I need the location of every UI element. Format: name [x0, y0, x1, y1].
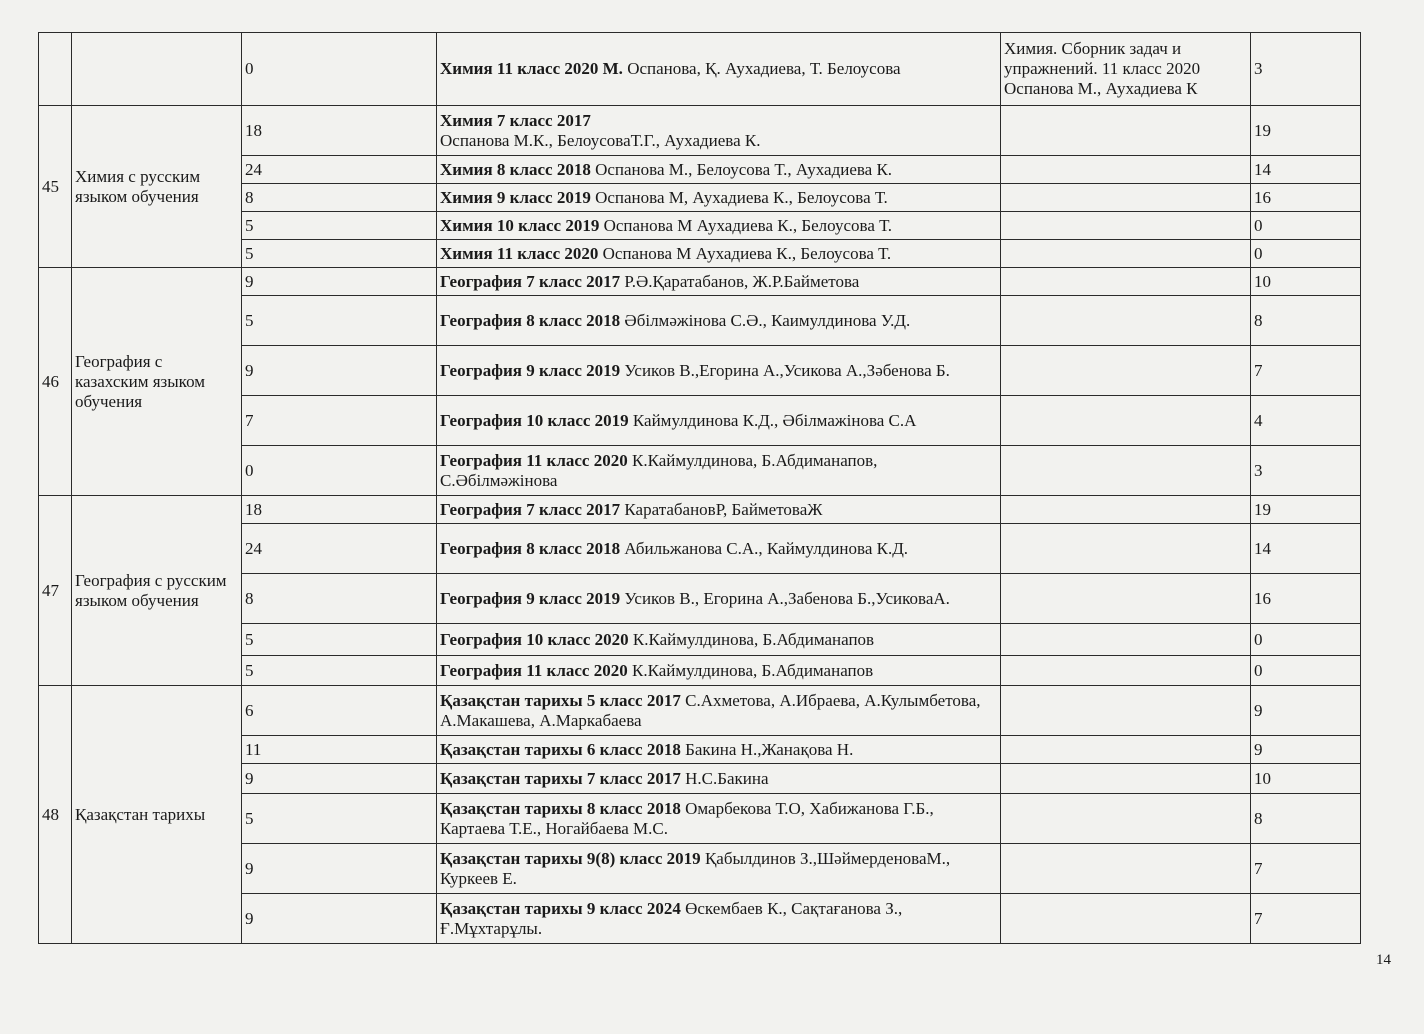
- count-cell: 24: [242, 156, 437, 184]
- textbook-title: Қазақстан тарихы 9(8) класс 2019: [440, 848, 701, 868]
- textbook-cell: [437, 894, 1001, 944]
- textbook-authors: С.Ахметова, А.Ибраева, А.Кулымбетова, А.Макашева, А.Маркабаева: [440, 690, 981, 730]
- textbook-title: Химия 11 класс 2020 М.: [440, 59, 623, 78]
- textbook-authors: К.Каймулдинова, Б.Абдиманапов: [628, 629, 875, 649]
- textbook-cell: [437, 212, 1001, 240]
- count-cell: 5: [242, 240, 437, 268]
- textbook-authors: Омарбекова Т.О, Хабижанова Г.Б., Картаева Т.Е., Ногайбаева М.С.: [440, 798, 934, 838]
- textbook-cell: [437, 33, 1001, 106]
- textbook-cell: [437, 240, 1001, 268]
- textbook-cell: [437, 764, 1001, 794]
- copies-cell: 9: [1251, 686, 1361, 736]
- table-row: [39, 106, 1361, 156]
- textbook-title: География 10 класс 2020: [440, 629, 629, 649]
- count-cell: 9: [242, 764, 437, 794]
- count-cell: 8: [242, 574, 437, 624]
- count-cell: 8: [242, 184, 437, 212]
- textbook-authors: Н.С.Бакина: [680, 768, 769, 788]
- copies-cell: 3: [1251, 33, 1361, 106]
- supplement-cell: [1001, 736, 1251, 764]
- copies-cell: 16: [1251, 184, 1361, 212]
- count-cell: 7: [242, 396, 437, 446]
- count-cell: 9: [242, 844, 437, 894]
- supplement-cell: [1001, 574, 1251, 624]
- textbook-title: География 9 класс 2019: [440, 588, 621, 608]
- supplement-cell: [1001, 106, 1251, 156]
- textbook-cell: [437, 656, 1001, 686]
- supplement-cell: [1001, 346, 1251, 396]
- count-cell: 0: [242, 33, 437, 106]
- row-number-cell: 47: [39, 496, 72, 686]
- textbook-title: Қазақстан тарихы 5 класс 2017: [440, 690, 681, 710]
- copies-cell: 0: [1251, 624, 1361, 656]
- copies-cell: 4: [1251, 396, 1361, 446]
- copies-cell: 7: [1251, 894, 1361, 944]
- count-cell: 5: [242, 212, 437, 240]
- supplement-cell: [1001, 184, 1251, 212]
- supplement-cell: [1001, 624, 1251, 656]
- table-row: [39, 686, 1361, 736]
- count-cell: 24: [242, 524, 437, 574]
- textbook-cell: [437, 296, 1001, 346]
- count-cell: 5: [242, 624, 437, 656]
- textbook-title: Химия 9 класс 2019: [440, 187, 591, 207]
- copies-cell: 14: [1251, 524, 1361, 574]
- copies-cell: 19: [1251, 496, 1361, 524]
- textbook-authors: Абильжанова С.А., Каймулдинова К.Д.: [620, 538, 909, 558]
- textbook-authors: Каймулдинова К.Д., Әбілмажінова С.А: [628, 410, 917, 430]
- textbook-authors: Оспанова М., Белоусова Т., Аухадиева К.: [590, 159, 893, 179]
- textbook-title: Химия 8 класс 2018: [440, 159, 591, 179]
- copies-cell: 10: [1251, 764, 1361, 794]
- copies-cell: 0: [1251, 240, 1361, 268]
- textbook-authors: Усиков В., Егорина А.,Забенова Б.,УсиковаА.: [620, 588, 950, 608]
- supplement-cell: [1001, 894, 1251, 944]
- copies-cell: 8: [1251, 296, 1361, 346]
- count-cell: 9: [242, 894, 437, 944]
- row-number-cell: 46: [39, 268, 72, 496]
- copies-cell: 7: [1251, 844, 1361, 894]
- count-cell: 9: [242, 268, 437, 296]
- textbook-title: География 11 класс 2020: [440, 660, 628, 680]
- count-cell: 0: [242, 446, 437, 496]
- supplement-cell: [1001, 686, 1251, 736]
- supplement-cell: [1001, 240, 1251, 268]
- textbook-authors: Оспанова М Аухадиева К., Белоусова Т.: [598, 243, 892, 263]
- count-cell: 18: [242, 496, 437, 524]
- supplement-cell: [1001, 156, 1251, 184]
- copies-cell: 10: [1251, 268, 1361, 296]
- copies-cell: 16: [1251, 574, 1361, 624]
- textbook-title: География 9 класс 2019: [440, 360, 621, 380]
- textbook-authors: КаратабановР, БайметоваЖ: [620, 499, 823, 519]
- subject-cell: [72, 33, 242, 106]
- textbook-cell: [437, 496, 1001, 524]
- textbook-cell: [437, 346, 1001, 396]
- copies-cell: 0: [1251, 212, 1361, 240]
- subject-cell: География с казахским языком обучения: [72, 268, 242, 496]
- table-row: [39, 33, 1361, 106]
- subject-cell: Қазақстан тарихы: [72, 686, 242, 944]
- supplement-cell: [1001, 844, 1251, 894]
- textbook-authors: Усиков В.,Егорина А.,Усикова А.,Зәбенова Б.: [620, 360, 950, 380]
- textbook-cell: [437, 686, 1001, 736]
- textbook-cell: [437, 268, 1001, 296]
- supplement-cell: [1001, 212, 1251, 240]
- textbook-authors: Қабылдинов З.,ШәймерденоваМ., Куркеев Е.: [440, 848, 951, 888]
- supplement-cell: [1001, 524, 1251, 574]
- textbook-title: Қазақстан тарихы 8 класс 2018: [440, 798, 681, 818]
- textbook-title: География 8 класс 2018: [440, 310, 621, 330]
- table-body: [39, 33, 1361, 944]
- textbook-cell: [437, 624, 1001, 656]
- row-number-cell: 45: [39, 106, 72, 268]
- count-cell: 11: [242, 736, 437, 764]
- textbook-authors: Әбілмәжінова С.Ә., Каимулдинова У.Д.: [620, 310, 911, 330]
- supplement-cell: [1001, 496, 1251, 524]
- copies-cell: 9: [1251, 736, 1361, 764]
- textbook-authors: Бакина Н.,Жанақова Н.: [680, 739, 854, 759]
- textbook-authors: Өскембаев К., Сақтағанова З., Ғ.Мұхтарұлы.: [440, 898, 903, 938]
- textbook-authors: К.Каймулдинова, Б.Абдиманапов: [627, 660, 874, 680]
- count-cell: 6: [242, 686, 437, 736]
- subject-cell: География с русским языком обучения: [72, 496, 242, 686]
- textbook-cell: [437, 574, 1001, 624]
- textbook-title: Химия 7 класс 2017: [440, 110, 591, 130]
- textbook-cell: [437, 396, 1001, 446]
- supplement-cell: [1001, 296, 1251, 346]
- count-cell: 9: [242, 346, 437, 396]
- textbook-title: Қазақстан тарихы 6 класс 2018: [440, 739, 681, 759]
- row-number-cell: [39, 33, 72, 106]
- textbook-title: География 10 класс 2019: [440, 410, 629, 430]
- textbook-cell: [437, 844, 1001, 894]
- textbook-title: География 11 класс 2020: [440, 450, 628, 470]
- subject-cell: Химия с русским языком обучения: [72, 106, 242, 268]
- textbook-cell: [437, 106, 1001, 156]
- textbook-title: Химия 11 класс 2020: [440, 243, 599, 263]
- supplement-cell: [1001, 446, 1251, 496]
- supplement-cell: [1001, 794, 1251, 844]
- copies-cell: 8: [1251, 794, 1361, 844]
- page-number: 14: [1376, 952, 1391, 968]
- textbook-cell: [437, 736, 1001, 764]
- textbook-cell: [437, 524, 1001, 574]
- textbook-cell: [437, 446, 1001, 496]
- textbook-title: География 8 класс 2018: [440, 538, 621, 558]
- count-cell: 5: [242, 296, 437, 346]
- copies-cell: 19: [1251, 106, 1361, 156]
- textbook-authors: Оспанова М.К., БелоусоваТ.Г., Аухадиева К.: [440, 130, 761, 150]
- textbook-authors: Оспанова М Аухадиева К., Белоусова Т.: [599, 215, 893, 235]
- textbook-title: Химия 10 класс 2019: [440, 215, 600, 235]
- copies-cell: 7: [1251, 346, 1361, 396]
- textbook-title: География 7 класс 2017: [440, 499, 621, 519]
- textbook-authors: Оспанова М, Аухадиева К., Белоусова Т.: [590, 187, 888, 207]
- copies-cell: 14: [1251, 156, 1361, 184]
- textbook-authors: Оспанова, Қ. Аухадиева, Т. Белоусова: [622, 59, 901, 78]
- textbook-authors: К.Каймулдинова, Б.Абдиманапов, С.Әбілмәжінова: [440, 450, 878, 490]
- table-row: [39, 496, 1361, 524]
- textbook-title: Қазақстан тарихы 9 класс 2024: [440, 898, 681, 918]
- count-cell: 5: [242, 656, 437, 686]
- supplement-cell: Химия. Сборник задач и упражнений. 11 класс 2020 Оспанова М., Аухадиева К: [1001, 33, 1251, 106]
- row-number-cell: 48: [39, 686, 72, 944]
- textbook-cell: [437, 794, 1001, 844]
- textbook-title: География 7 класс 2017: [440, 271, 621, 291]
- copies-cell: 3: [1251, 446, 1361, 496]
- textbook-title: Қазақстан тарихы 7 класс 2017: [440, 768, 681, 788]
- textbook-authors: Р.Ә.Қаратабанов, Ж.Р.Байметова: [620, 271, 860, 291]
- supplement-cell: [1001, 764, 1251, 794]
- textbook-table: [38, 32, 1361, 944]
- table-row: [39, 268, 1361, 296]
- textbook-cell: [437, 156, 1001, 184]
- count-cell: 5: [242, 794, 437, 844]
- count-cell: 18: [242, 106, 437, 156]
- supplement-cell: [1001, 656, 1251, 686]
- copies-cell: 0: [1251, 656, 1361, 686]
- supplement-cell: [1001, 268, 1251, 296]
- textbook-cell: [437, 184, 1001, 212]
- supplement-cell: [1001, 396, 1251, 446]
